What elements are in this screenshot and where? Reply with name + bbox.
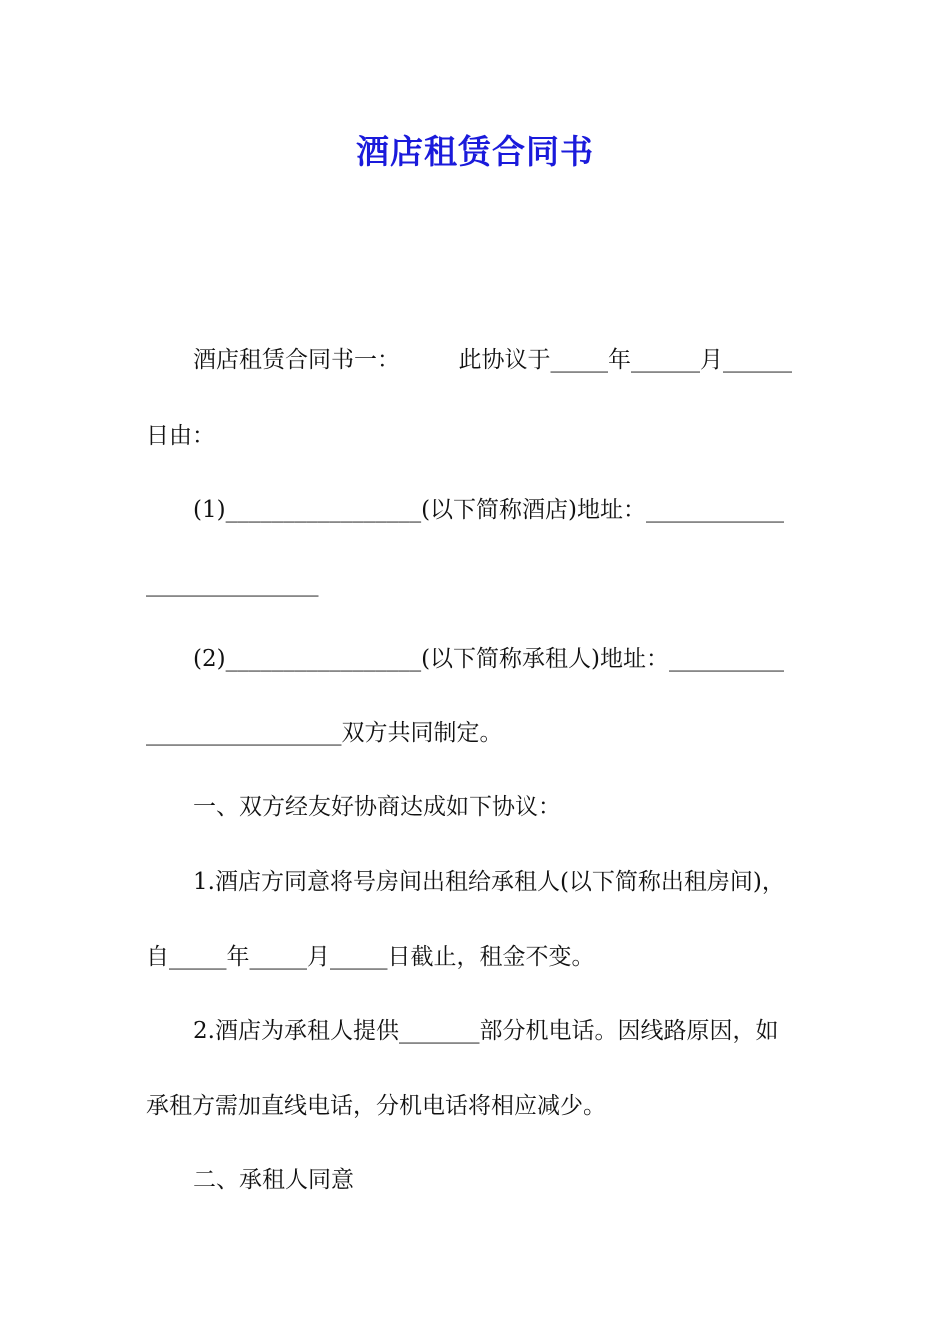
section-heading-1: 一、双方经友好协商达成如下协议：	[193, 794, 561, 820]
paragraph-line-party-2: (2)_________________(以下简称承租人)地址：__________	[193, 646, 785, 672]
document-title: 酒店租赁合同书	[356, 132, 594, 171]
clause-1-line: 1.酒店方同意将号房间出租给承租人(以下简称出租房间)，	[193, 869, 785, 895]
clause-2-line-cont: 承租方需加直线电话，分机电话将相应减少。	[146, 1093, 606, 1119]
paragraph-line-party-2-cont: _________________双方共同制定。	[146, 720, 503, 746]
paragraph-line-intro: 酒店租赁合同书一： 此协议于_____年______月______	[193, 347, 792, 373]
section-heading-2: 二、承租人同意	[193, 1167, 354, 1193]
clause-2-line: 2.酒店为承租人提供_______部分机电话。因线路原因，如	[193, 1018, 779, 1044]
paragraph-line-party-1: (1)_________________(以下简称酒店)地址：____________	[193, 497, 785, 523]
paragraph-line-party-1-cont: _______________	[146, 571, 319, 597]
paragraph-line-intro-cont: 日由：	[146, 423, 215, 449]
clause-1-line-cont: 自_____年_____月_____日截止，租金不变。	[146, 944, 595, 970]
